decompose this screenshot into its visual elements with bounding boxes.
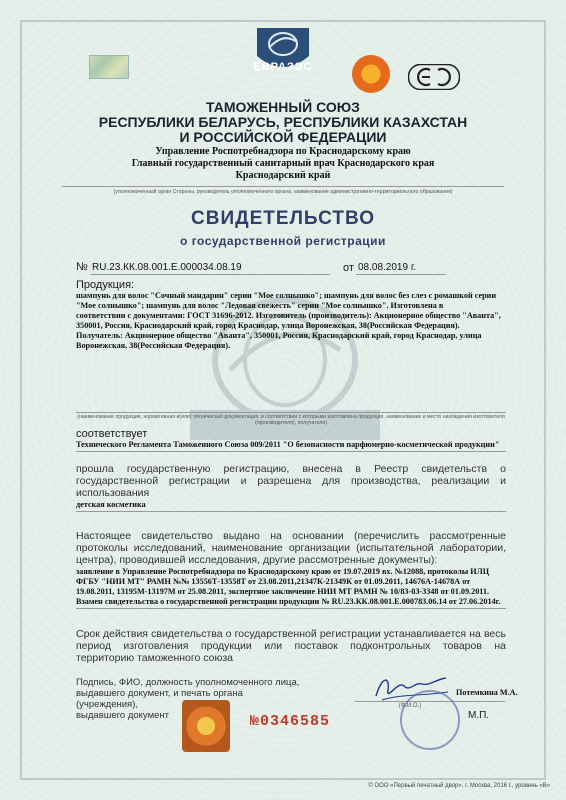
product-underline bbox=[76, 412, 506, 413]
org-underline bbox=[62, 186, 504, 187]
eac-hologram-seal-icon bbox=[352, 55, 390, 93]
org-caption: (уполномоченный орган Стороны, руководитель уполномоченного органа, наименование административно-территориального образования) bbox=[113, 189, 453, 195]
signature-caption-line: выдавшего документ, и печать органа (учреждения), bbox=[76, 688, 243, 710]
header-line-1: ТАМОЖЕННЫЙ СОЮЗ bbox=[206, 99, 360, 115]
validity-line: период изготовления продукции или поставок подконтрольных товаров на bbox=[76, 640, 506, 652]
usage-value: детская косметика bbox=[76, 500, 146, 509]
header-line-3: И РОССИЙСКОЙ ФЕДЕРАЦИИ bbox=[179, 129, 387, 145]
hologram-protection-sticker bbox=[182, 700, 230, 752]
product-line: "Мое солнышко"; шампунь для волос "Ледовая свежесть" серии "Мое солнышко". Изготовлена в bbox=[76, 301, 444, 310]
validity-statement bbox=[76, 628, 506, 664]
number-prefix: № bbox=[76, 261, 88, 273]
certificate-subtitle: о государственной регистрации bbox=[180, 234, 386, 248]
validity-line: территорию таможенного союза bbox=[76, 652, 233, 664]
signer-name: Потемкина М.А. bbox=[456, 688, 518, 697]
basis-line: Взамен свидетельства о государственной регистрации продукции № RU.23.КК.08.001.Е.000783.06.14 от 27.06.2014г. bbox=[76, 597, 501, 606]
basis-line: 19.08.2011, 13195М-13197М от 25.08.2011, экспертное заключение НИИ МТ РАМН № 10/83-03-3348 от 01.09.2011. bbox=[76, 587, 490, 596]
statement-line: прошла государственную регистрацию, внесена в Реестр свидетельств о bbox=[76, 463, 506, 475]
basis-intro-line: Настоящее свидетельство выдано на основании (перечислить рассмотренные bbox=[76, 530, 506, 542]
basis-intro-line: центра), проводившей исследования, другие рассмотренные документы): bbox=[76, 554, 438, 566]
product-line: соответствии с документами: ГОСТ 31696-2012. Изготовитель (производитель): Акционерное общество "Аванта", bbox=[76, 311, 501, 320]
registration-statement bbox=[76, 463, 506, 499]
basis-underline bbox=[76, 608, 506, 609]
serial-number: №0346585 bbox=[250, 713, 331, 730]
signature-caption-line: выдавшего документ bbox=[76, 710, 169, 721]
conforms-label: соответствует bbox=[76, 428, 148, 440]
certificate-date: 08.08.2019 г. bbox=[358, 262, 417, 273]
signature-caption-line: Подпись, ФИО, должность уполномоченного лица, bbox=[76, 677, 300, 688]
usage-underline bbox=[76, 511, 506, 512]
eurasec-logo-label: ЕВРАЗЭС bbox=[253, 61, 313, 73]
fio-caption: (Ф.И.О.) bbox=[398, 703, 422, 709]
product-label: Продукция: bbox=[76, 279, 135, 291]
mp-label: М.П. bbox=[468, 710, 490, 721]
certificate-number: RU.23.КК.08.001.Е.000034.08.19 bbox=[92, 262, 242, 273]
statement-line: государственной регистрации и разрешена для производства, реализации и bbox=[76, 475, 506, 487]
date-underline bbox=[356, 274, 446, 275]
basis-line: заявление в Управление Роспотребнадзора по Краснодарскому краю от 19.07.2019 вх. №12088, протоколы ИЛЦ bbox=[76, 567, 490, 576]
issuing-org-line-3: Краснодарский край bbox=[235, 170, 331, 181]
basis-documents bbox=[76, 567, 506, 607]
basis-intro-line: протоколы исследований, наименование организации (испытательной лаборатории, bbox=[76, 542, 506, 554]
product-line: 350001, Россия, Краснодарский край, город Краснодар, улица Воронежская, 38(Российская Федерация). bbox=[76, 321, 460, 330]
product-description bbox=[76, 291, 506, 351]
statement-line: использования bbox=[76, 487, 150, 499]
validity-line: Срок действия свидетельства о государственной регистрации устанавливается на весь bbox=[76, 628, 506, 640]
product-line: Получатель: Акционерное общество "Аванта", 350001, Россия, Краснодарский край, город Краснодар, улица bbox=[76, 331, 482, 340]
product-caption: (наименование продукции, нормативная и(или) техническая документация, в соответствии с которыми изготовлена продукция, наименование и место нахождения изготовителя (производителя), получателя) bbox=[77, 414, 505, 426]
issuing-org-line-1: Управление Роспотребнадзора по Краснодарскому краю bbox=[155, 146, 411, 157]
number-underline bbox=[90, 274, 330, 275]
printer-footer: © ООО «Первый печатный двор», г. Москва, 2016 г., уровень «В» bbox=[368, 783, 550, 789]
basis-line: ФГБУ "НИИ МТ" РАМН №№ 13556Т-13558Т от 23.08.2011,21347К-21349К от 01.09.2011, 14676А-14678А от bbox=[76, 577, 471, 586]
certificate-title: СВИДЕТЕЛЬСТВО bbox=[191, 208, 375, 229]
issuing-org-line-2: Главный государственный санитарный врач Краснодарского края bbox=[131, 158, 435, 169]
date-prefix: от bbox=[343, 262, 354, 274]
product-line: Воронежская, 38(Российская Федерация). bbox=[76, 341, 231, 350]
basis-intro bbox=[76, 530, 506, 566]
hologram-sticker bbox=[89, 55, 129, 79]
eurasian-conformity-mark-icon bbox=[408, 64, 460, 90]
product-line: шампунь для волос "Сочный мандарин" серии "Мое солнышко"; шампунь для волос без слез с ромашкой серии bbox=[76, 291, 497, 300]
regulation-underline bbox=[76, 451, 506, 452]
regulation-text: Технического Регламента Таможенного Союза 009/2011 "О безопасности парфюмерно-косметической продукции" bbox=[76, 440, 500, 449]
official-round-stamp bbox=[400, 690, 460, 750]
header-line-2: РЕСПУБЛИКИ БЕЛАРУСЬ, РЕСПУБЛИКИ КАЗАХСТАН bbox=[98, 114, 468, 130]
